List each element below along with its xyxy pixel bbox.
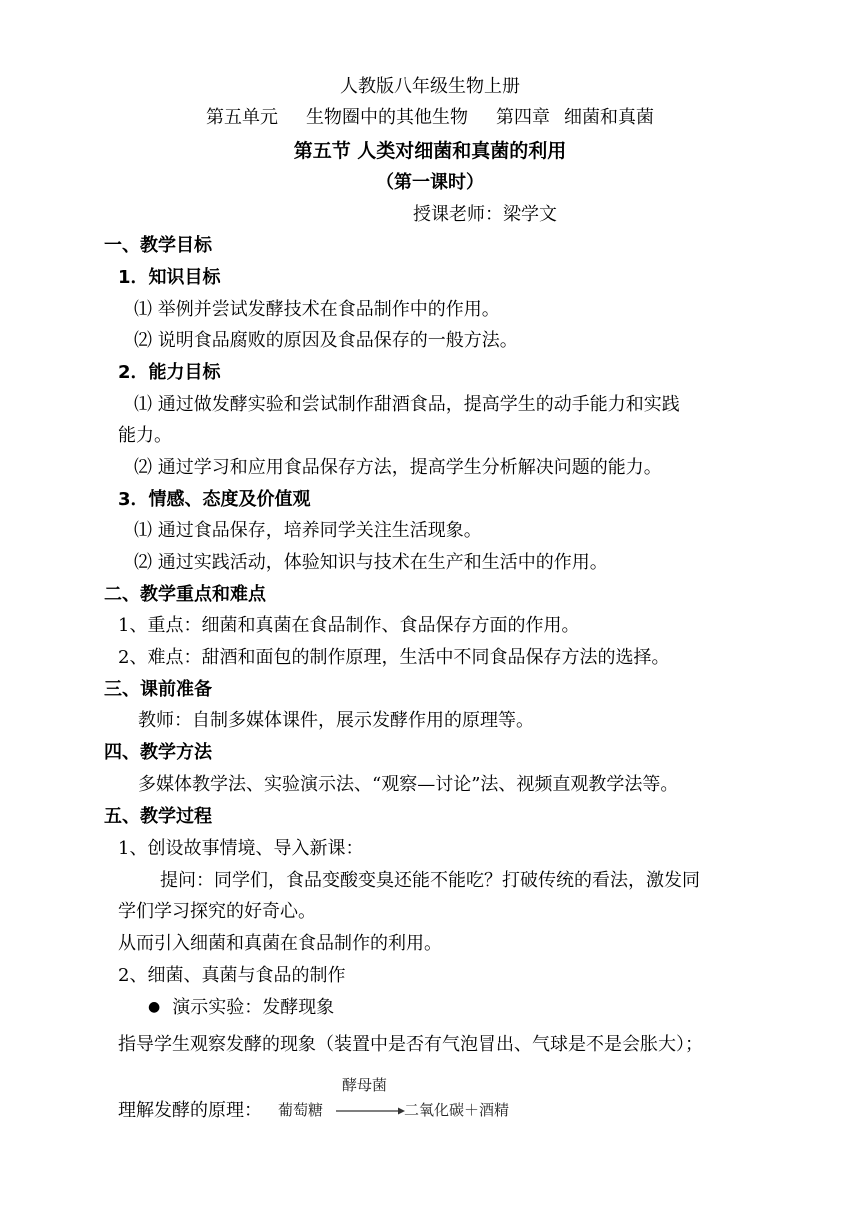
unit-chapter-line — [0, 105, 860, 131]
subheading-knowledge: 1．知识目标 — [118, 267, 221, 288]
key-point: 1、重点：细菌和真菌在食品制作、食品保存方面的作用。 — [118, 615, 580, 636]
section-heading-key-points: 二、教学重点和难点 — [104, 584, 266, 605]
unit-title: 生物圈中的其他生物 — [306, 107, 468, 128]
chapter-label: 第四章 — [496, 107, 550, 128]
preparation-text: 教师：自制多媒体课件，展示发酵作用的原理等。 — [138, 710, 534, 731]
knowledge-item-2: ⑵ 说明食品腐败的原因及食品保存的一般方法。 — [134, 330, 518, 351]
formula-products: 二氧化碳＋酒精 — [404, 1101, 510, 1119]
ability-item-1-line2: 能力。 — [118, 425, 172, 446]
emotion-item-1: ⑴ 通过食品保存，培养同学关注生活现象。 — [134, 520, 482, 541]
process-step-1: 1、创设故事情境、导入新课： — [118, 838, 364, 859]
intro-text: 从而引入细菌和真菌在食品制作的利用。 — [118, 933, 442, 954]
chapter-title: 细菌和真菌 — [564, 107, 654, 128]
unit-label: 第五单元 — [206, 107, 278, 128]
section-heading-process: 五、教学过程 — [104, 806, 212, 827]
bullet-icon: ● — [148, 999, 161, 1015]
formula-reactant: 葡萄糖 — [278, 1101, 324, 1119]
methods-text: 多媒体教学法、实验演示法、“观察—讨论”法、视频直观教学法等。 — [138, 774, 679, 795]
subheading-ability: 2．能力目标 — [118, 362, 221, 383]
ability-item-1-line1: ⑴ 通过做发酵实验和尝试制作甜酒食品，提高学生的动手能力和实践 — [134, 394, 680, 415]
formula-diagram — [118, 1072, 538, 1128]
difficult-point: 2、难点：甜酒和面包的制作原理，生活中不同食品保存方法的选择。 — [118, 647, 670, 668]
emotion-item-2: ⑵ 通过实践活动，体验知识与技术在生产和生活中的作用。 — [134, 552, 608, 573]
formula-catalyst: 酵母菌 — [342, 1076, 388, 1094]
section-heading-goals: 一、教学目标 — [104, 235, 212, 256]
fermentation-formula — [118, 1072, 538, 1128]
formula-intro: 理解发酵的原理： — [118, 1100, 262, 1121]
section-heading-preparation: 三、课前准备 — [104, 679, 212, 700]
demo-experiment-label: 演示实验：发酵现象 — [172, 997, 335, 1018]
process-step-2: 2、细菌、真菌与食品的制作 — [118, 965, 346, 986]
question-line1: 提问：同学们，食品变酸变臭还能不能吃？打破传统的看法，激发同 — [160, 870, 700, 891]
lesson-label: （第一课时） — [376, 172, 484, 193]
observe-guidance: 指导学生观察发酵的现象（装置中是否有气泡冒出、气球是不是会胀大）； — [118, 1034, 703, 1055]
subheading-emotion: 3．情感、态度及价值观 — [118, 489, 311, 510]
knowledge-item-1: ⑴ 举例并尝试发酵技术在食品制作中的作用。 — [134, 299, 500, 320]
demo-experiment-item — [148, 995, 334, 1022]
question-line2: 学们学习探究的好奇心。 — [118, 901, 316, 922]
teacher-line: 授课老师：梁学文 — [413, 204, 557, 225]
book-title: 人教版八年级生物上册 — [340, 76, 520, 97]
section-title: 第五节 人类对细菌和真菌的利用 — [293, 140, 567, 162]
section-heading-methods: 四、教学方法 — [104, 742, 212, 763]
ability-item-2: ⑵ 通过学习和应用食品保存方法，提高学生分析解决问题的能力。 — [134, 457, 662, 478]
